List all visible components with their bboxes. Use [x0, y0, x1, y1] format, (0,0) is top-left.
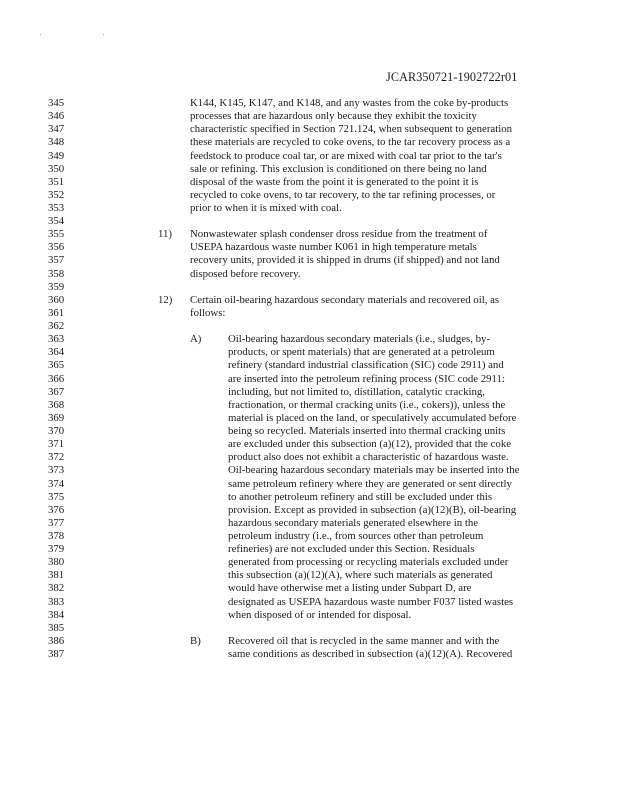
- line-number: 358: [48, 267, 65, 280]
- line-number: 352: [48, 188, 65, 201]
- line-number: 387: [48, 648, 65, 660]
- line-text: to another petroleum refinery and still be excluded under this: [228, 490, 493, 503]
- line-text: Nonwastewater splash condenser dross residue from the treatment of: [190, 228, 488, 241]
- line-number: 380: [48, 556, 65, 569]
- line-number: 357: [48, 254, 65, 267]
- line-number: 375: [48, 490, 65, 503]
- line-text: product also does not exhibit a characteristic of hazardous waste.: [228, 451, 509, 464]
- line-number: 349: [48, 149, 65, 162]
- line-text: are inserted into the petroleum refining process (SIC code 2911:: [228, 372, 505, 385]
- line-number: 362: [48, 320, 65, 332]
- line-number: 366: [48, 372, 65, 385]
- line-number: 374: [48, 477, 65, 490]
- line-text: designated as USEPA hazardous waste number F037 listed wastes: [228, 595, 514, 608]
- line-number: 355: [48, 228, 65, 241]
- line-text: fractionation, or thermal cracking units (i.e., cokers)), unless the: [228, 398, 506, 411]
- line-number: 350: [48, 162, 65, 175]
- line-text: refineries) are not excluded under this Section. Residuals: [228, 543, 475, 556]
- line-number: 385: [48, 621, 65, 634]
- line-text: recovery units, provided it is shipped in drums (if shipped) and not land: [190, 254, 500, 267]
- line-number: 363: [48, 333, 65, 346]
- line-text: processes that are hazardous only because they exhibit the toxicity: [190, 110, 477, 123]
- line-text: recycled to coke ovens, to tar recovery, to the tar refining processes, or: [190, 188, 496, 201]
- list-marker: 11): [158, 228, 172, 241]
- line-text: follows:: [190, 306, 226, 319]
- list-marker: B): [190, 634, 201, 647]
- line-text: USEPA hazardous waste number K061 in high temperature metals: [190, 241, 477, 254]
- line-number: 377: [48, 516, 65, 529]
- line-text: Oil-bearing hazardous secondary materials may be inserted into the: [228, 464, 520, 477]
- line-number: 372: [48, 451, 65, 464]
- line-text: material is placed on the land, or speculatively accumulated before: [228, 411, 517, 424]
- line-text: generated from processing or recycling materials excluded under: [228, 556, 509, 569]
- line-text: prior to when it is mixed with coal.: [190, 202, 342, 214]
- line-number: 382: [48, 582, 65, 595]
- line-number: 369: [48, 411, 65, 424]
- line-number: 365: [48, 359, 65, 372]
- line-number: 351: [48, 175, 65, 188]
- line-number: 384: [48, 608, 65, 621]
- line-number: 360: [48, 293, 65, 306]
- line-text: disposed before recovery.: [190, 267, 301, 280]
- line-number: 348: [48, 136, 65, 149]
- line-number: 345: [48, 97, 65, 109]
- line-text: characteristic specified in Section 721.124, when subsequent to generation: [190, 123, 513, 136]
- line-text: this subsection (a)(12)(A), where such materials as generated: [228, 569, 493, 582]
- line-text: provision. Except as provided in subsection (a)(12)(B), oil-bearing: [228, 503, 517, 516]
- line-text: including, but not limited to, distillation, catalytic cracking,: [228, 385, 485, 398]
- line-text: feedstock to produce coal tar, or are mixed with coal tar prior to the tar's: [190, 149, 502, 162]
- line-text: same conditions as described in subsection (a)(12)(A). Recovered: [228, 648, 513, 660]
- line-number: 383: [48, 595, 65, 608]
- scan-specks: ' ': [40, 34, 134, 40]
- line-number: 379: [48, 543, 65, 556]
- line-text: Certain oil-bearing hazardous secondary materials and recovered oil, as: [190, 293, 500, 306]
- line-text: products, or spent materials) that are generated at a petroleum: [228, 346, 495, 359]
- line-text: hazardous secondary materials generated elsewhere in the: [228, 516, 479, 529]
- line-text: Recovered oil that is recycled in the same manner and with the: [228, 634, 500, 647]
- line-number: 373: [48, 464, 65, 477]
- line-number: 359: [48, 280, 65, 293]
- list-marker: A): [190, 333, 202, 346]
- line-number: 354: [48, 215, 65, 228]
- line-number: 346: [48, 110, 65, 123]
- line-number: 368: [48, 398, 65, 411]
- line-text: these materials are recycled to coke ovens, to the tar recovery process as a: [190, 136, 511, 149]
- line-text: sale or refining. This exclusion is conditioned on there being no land: [190, 162, 487, 175]
- line-number: 361: [48, 306, 65, 319]
- line-text: being so recycled. Materials inserted into thermal cracking units: [228, 425, 506, 437]
- line-number: 386: [48, 634, 65, 647]
- line-text: K144, K145, K147, and K148, and any wastes from the coke by-products: [190, 97, 509, 109]
- line-text: same petroleum refinery where they are generated or sent directly: [228, 477, 512, 490]
- line-number: 356: [48, 241, 65, 254]
- line-text: would have otherwise met a listing under Subpart D, are: [228, 582, 472, 595]
- line-text: petroleum industry (i.e., from sources other than petroleum: [228, 530, 484, 542]
- line-number: 381: [48, 569, 65, 582]
- line-number: 376: [48, 503, 65, 516]
- line-text: disposal of the waste from the point it is generated to the point it is: [190, 175, 479, 188]
- line-text: refinery (standard industrial classification (SIC) code 2911) and: [228, 359, 504, 372]
- line-number: 371: [48, 438, 65, 451]
- line-number: 347: [48, 123, 65, 136]
- list-marker: 12): [158, 293, 173, 306]
- line-number: 367: [48, 385, 65, 398]
- line-number: 364: [48, 346, 65, 359]
- document-id-header: JCAR350721-1902722r01: [386, 70, 518, 84]
- line-text: when disposed of or intended for disposal.: [228, 608, 412, 621]
- line-number: 370: [48, 425, 65, 437]
- line-text: are excluded under this subsection (a)(12), provided that the coke: [228, 438, 512, 451]
- line-number: 353: [48, 202, 65, 214]
- line-text: Oil-bearing hazardous secondary materials (i.e., sludges, by-: [228, 333, 491, 346]
- line-number: 378: [48, 530, 65, 542]
